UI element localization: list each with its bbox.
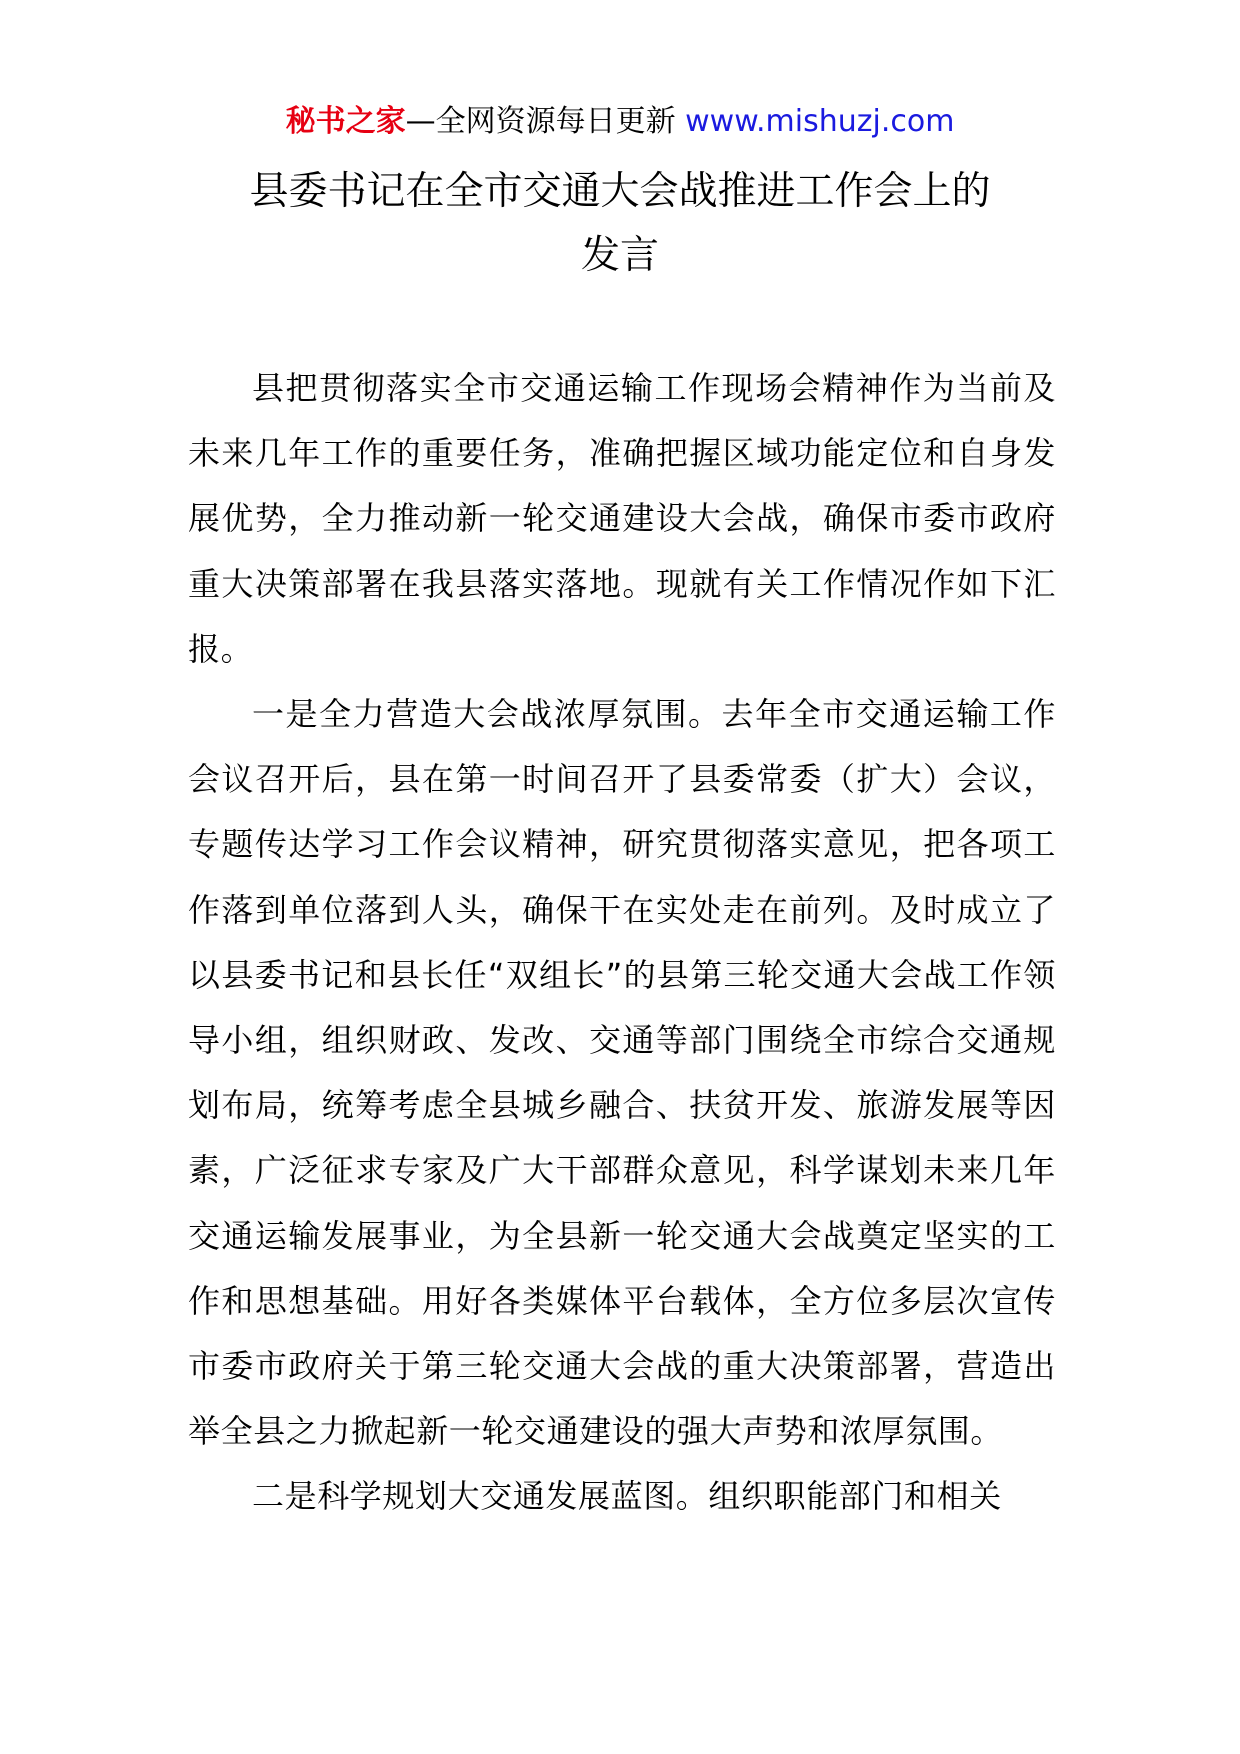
site-url-link[interactable]: www.mishuzj.com	[685, 104, 955, 139]
document-title-line-1: 县委书记在全市交通大会战推进工作会上的	[249, 169, 991, 214]
paragraph-section-2: 二是科学规划大交通发展蓝图。组织职能部门和相关	[252, 1477, 1002, 1516]
site-tagline: —全网资源每日更新	[405, 104, 676, 139]
site-brand: 秘书之家	[285, 104, 406, 139]
document-title	[180, 160, 1060, 288]
document-body	[188, 356, 1056, 1530]
paragraph-intro: 县把贯彻落实全市交通运输工作现场会精神作为当前及未来几年工作的重要任务，准确把握区域功能定位和自身发展优势，全力推动新一轮交通建设大会战，确保市委市政府重大决策部署在我县落实落地。现就有关工作情况作如下汇报。	[188, 369, 1056, 668]
paragraph-section-1: 一是全力营造大会战浓厚氛围。去年全市交通运输工作会议召开后，县在第一时间召开了县委常委（扩大）会议，专题传达学习工作会议精神，研究贯彻落实意见，把各项工作落到单位落到人头，确保干在实处走在前列。及时成立了以县委书记和县长任“双组长”的县第三轮交通大会战工作领导小组，组织财政、发改、交通等部门围绕全市综合交通规划布局，统筹考虑全县城乡融合、扶贫开发、旅游发展等因素，广泛征求专家及广大干部群众意见，科学谋划未来几年交通运输发展事业，为全县新一轮交通大会战奠定坚实的工作和思想基础。用好各类媒体平台载体，全方位多层次宣传市委市政府关于第三轮交通大会战的重大决策部署，营造出举全县之力掀起新一轮交通建设的强大声势和浓厚氛围。	[188, 695, 1056, 1451]
document-title-line-2: 发言	[580, 233, 659, 278]
site-header	[0, 100, 1240, 144]
